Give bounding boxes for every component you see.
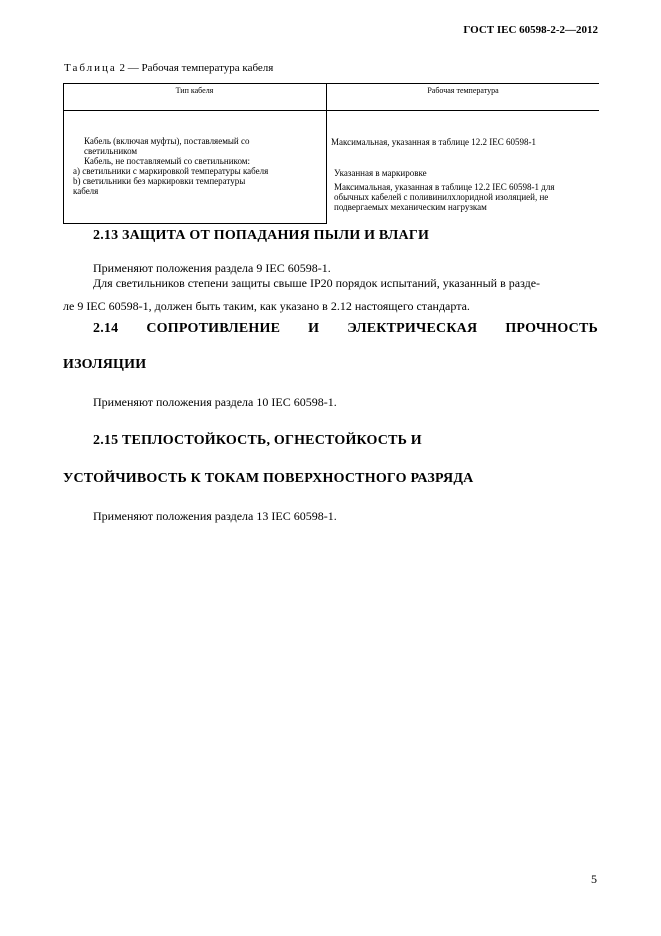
table-header-divider — [63, 110, 599, 111]
table-border-bottom — [63, 223, 327, 224]
section-2-13-title: 2.13 ЗАЩИТА ОТ ПОПАДАНИЯ ПЫЛИ И ВЛАГИ — [93, 228, 430, 243]
table-cell-marked-temp: Указанная в маркировке — [334, 168, 427, 178]
table-cell-max-temp-pvc: Максимальная, указанная в таблице 12.2 IEC 60598-1 для — [334, 182, 555, 192]
cable-temperature-table — [63, 83, 599, 224]
table-border-top — [63, 83, 599, 84]
section-2-13-paragraph-2: Для светильников степени защиты свыше IP20 порядок испытаний, указанный в разде- — [93, 276, 541, 290]
section-2-15-title: 2.15 ТЕПЛОСТОЙКОСТЬ, ОГНЕСТОЙКОСТЬ И — [93, 433, 422, 448]
section-2-14-word-4: ПРОЧНОСТЬ — [505, 321, 598, 336]
table-cell-option-a: а) светильники с маркировкой температуры кабеля — [73, 166, 269, 176]
table-column-divider — [326, 83, 327, 224]
table-cell-option-b: b) светильники без маркировки температуры — [73, 176, 246, 186]
table-caption-number: 2 — [119, 62, 126, 74]
section-2-14-title-cont: ИЗОЛЯЦИИ — [63, 357, 147, 372]
section-2-14-number: 2.14 — [93, 321, 119, 336]
table-cell-max-temp-pvc-cont2: подвергаемых механическим нагрузкам — [334, 202, 487, 212]
section-2-14-word-3: ЭЛЕКТРИЧЕСКАЯ — [347, 321, 478, 336]
table-cell-supplied-cable-cont: светильником — [84, 146, 138, 156]
section-2-13-paragraph-2-cont: ле 9 IEC 60598-1, должен быть таким, как указано в 2.12 настоящего стандарта. — [63, 299, 470, 313]
table-caption-title: — Рабочая температура кабеля — [127, 62, 274, 74]
table-caption — [64, 62, 273, 74]
document-id-header: ГОСТ IEC 60598-2-2—2012 — [463, 24, 598, 36]
section-2-14-title — [63, 321, 598, 337]
page-number: 5 — [591, 872, 597, 886]
section-2-15-title-cont: УСТОЙЧИВОСТЬ К ТОКАМ ПОВЕРХНОСТНОГО РАЗРЯДА — [63, 471, 474, 486]
table-cell-not-supplied-cable: Кабель, не поставляемый со светильником: — [84, 156, 250, 166]
section-2-14-word-2: И — [308, 321, 320, 336]
table-cell-max-temp: Максимальная, указанная в таблице 12.2 IEC 60598-1 — [331, 137, 537, 147]
table-cell-max-temp-pvc-cont: обычных кабелей с поливинилхлоридной изоляцией, не — [334, 192, 549, 202]
table-cell-option-b-cont: кабеля — [73, 186, 99, 196]
table-header-working-temperature: Рабочая температура — [427, 86, 499, 95]
table-cell-supplied-cable: Кабель (включая муфты), поставляемый со — [84, 136, 250, 146]
table-header-cable-type: Тип кабеля — [175, 86, 214, 95]
table-border-left — [63, 83, 64, 224]
section-2-14-word-1: СОПРОТИВЛЕНИЕ — [146, 321, 281, 336]
section-2-15-paragraph-1: Применяют положения раздела 13 IEC 60598-1. — [93, 509, 337, 523]
section-2-13-paragraph-1: Применяют положения раздела 9 IEC 60598-1. — [93, 261, 331, 275]
table-caption-label: Таблица — [64, 62, 117, 74]
section-2-14-paragraph-1: Применяют положения раздела 10 IEC 60598-1. — [93, 395, 337, 409]
